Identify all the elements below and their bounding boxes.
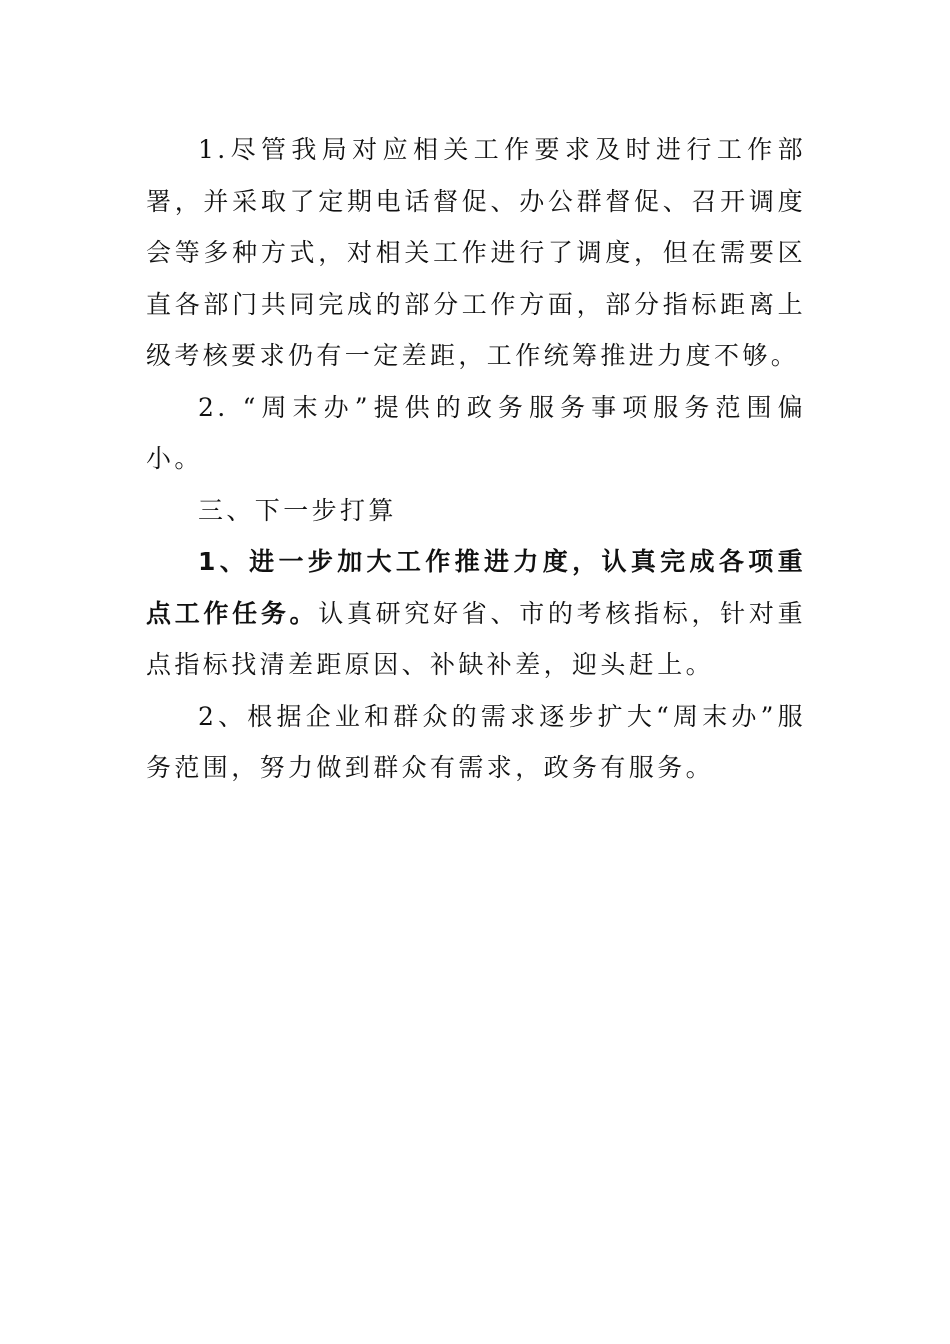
plan-paragraph-1 (146, 536, 806, 691)
plan-paragraph-2: 2、根据企业和群众的需求逐步扩大“周末办”服务范围，努力做到群众有需求，政务有服务。 (146, 701, 806, 782)
document-body (146, 124, 806, 794)
plan-paragraph-1-lead: 1、进一步加大工作推进力度，认真完成各项重点工作任务。 (146, 547, 806, 628)
section-heading-next-steps: 三、下一步打算 (198, 495, 397, 525)
problem-paragraph-1: 1.尽管我局对应相关工作要求及时进行工作部署，并采取了定期电话督促、办公群督促、召开调度会等多种方式，对相关工作进行了调度，但在需要区直各部门共同完成的部分工作方面，部分指标距离上级考核要求仍有一定差距，工作统筹推进力度不够。 (146, 135, 806, 370)
plan-paragraph-1-body: 认真研究好省、市的考核指标，针对重点指标找清差距原因、补缺补差，迎头赶上。 (146, 598, 806, 679)
problem-paragraph-2: 2. “周末办”提供的政务服务事项服务范围偏小。 (146, 392, 806, 473)
